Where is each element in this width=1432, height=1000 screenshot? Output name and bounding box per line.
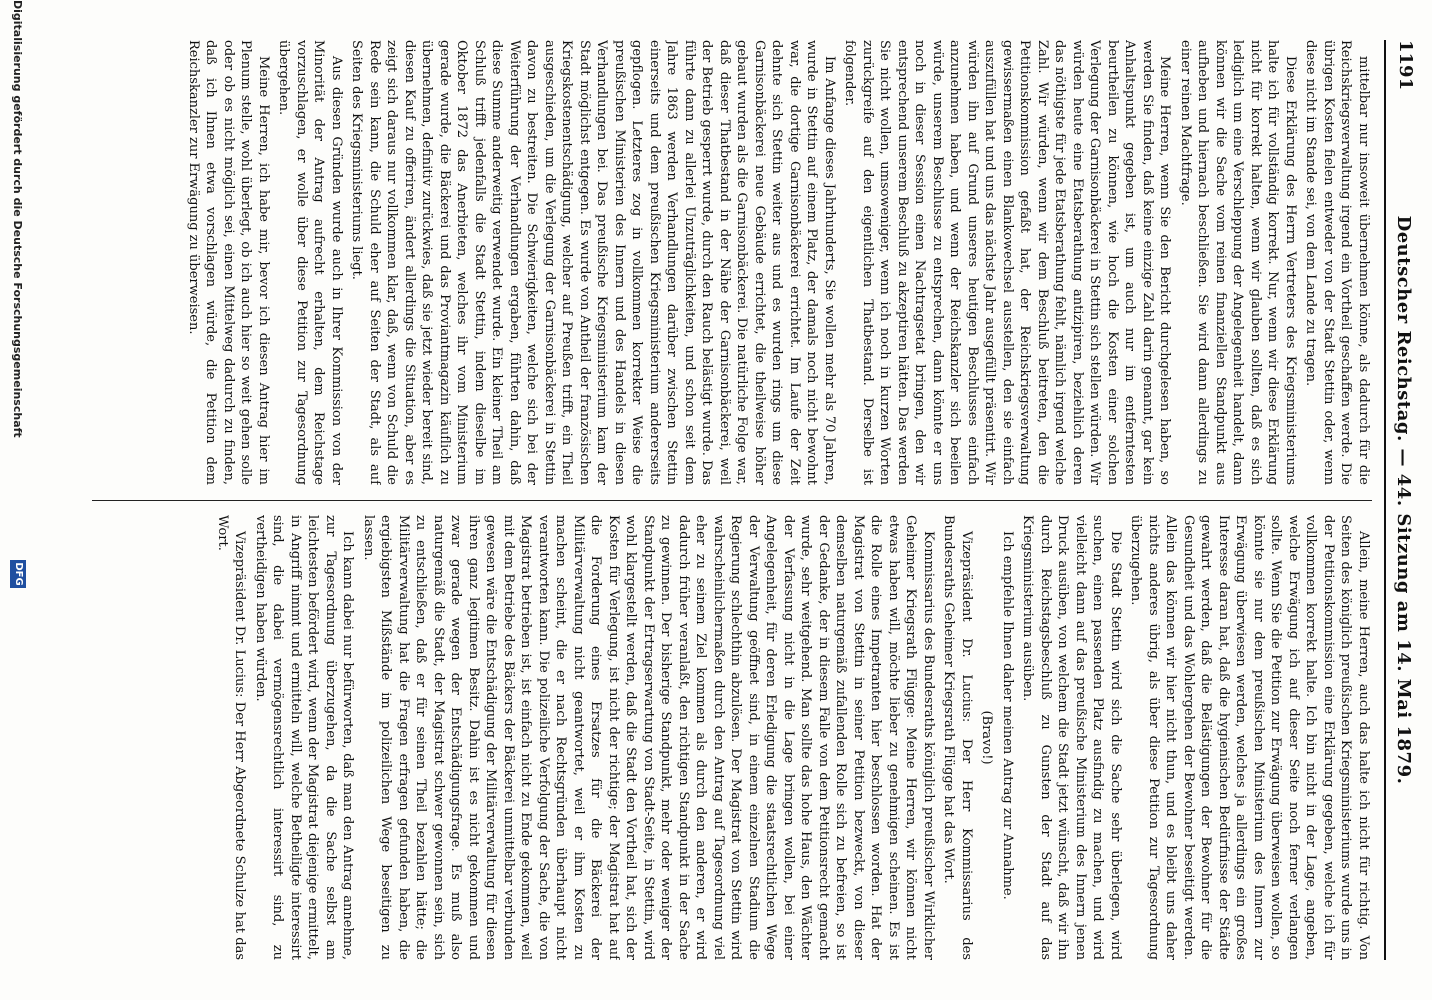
paragraph: Allein, meine Herren, auch das halte ich nicht für richtig. Von Seiten des königlich preußischen Kriegsministeriums wurde uns in der Petitionskommission eine Erklärung gegeben, welche ich für vollkommen korrekt halte. Ich bin nicht in der Lage, angeben, welche Erwägung ich auf dieser Seite noch ferner verlangen sollte. Wenn Sie die Petition zur Erwägung überweisen wollen, so könnte sie nur dem preußischen Ministerium des Innern zur Erwägung überwiesen werden, welches ja allerdings ein großes Interesse daran hat, daß die hygienischen Bedürfnisse der Städte gewahrt werden, daß die Belästigungen der Bewohner für die Gesundheit und das Wohlergehen der Bewohner beseitigt werden. Allein das können wir hier nicht thun, und es bleibt uns daher nichts anderes übrig, als über diese Petition zur Tagesordnung überzugehen. (1128, 515, 1371, 960)
right-column (92, 515, 1372, 960)
digitization-note: Digitalisierung gefördert durch die Deutsche Forschungsgemeinschaft (11, 0, 24, 438)
text-columns (92, 40, 1372, 960)
paragraph: Meine Herren, ich habe mir, bevor ich diesen Antrag hier im Plenum stelle, wohl überlegt, ob ich auch hier so weit gehen solle oder ob es nicht möglich sei, einen Mittelweg dadurch zu finden, daß ich Ihnen etwa vorschlagen würde, die Petition dem Reichskanzler zur Erwägung zu überweisen. (186, 40, 271, 485)
dfg-logo: DFG (10, 560, 26, 588)
paragraph: Vizepräsident Dr. Lucius: Der Herr Kommissarius des Bundesraths Geheimer Kriegsrath Flügge hat das Wort. (941, 515, 974, 960)
paragraph: Diese Erklärung des Herrn Vertreters des Kriegsministeriums halte ich für vollständig korrekt. Nur, wenn wir diese Erklärung nicht für korrekt halten, wenn wir glauben sollten, daß es sich lediglich um eine Verschleppung der Angelegenheit handelt, dann können wir die Sache vom reinen finanziellen Standpunkt aus aufheben und hiernach beschließen. Sie wird dann allerdings zu einer reinen Machtfrage. (1178, 40, 1298, 485)
paragraph: (Bravo!) (979, 710, 995, 765)
paragraph: Vizepräsident Dr. Lucius: Der Herr Abgeordnete Schulze hat das Wort. (215, 515, 248, 960)
header-rule (1384, 40, 1386, 960)
page-number: 1191 (1395, 40, 1416, 91)
page-header (1384, 0, 1432, 1000)
paragraph: mittelbar nur insoweit übernehmen könne, als dadurch für die Reichskriegsverwaltung irgend ein Vortheil geschaffen werde. Die übrigen Kosten fielen entweder von der Stadt Stettin oder, wenn diese nicht im Stande sei, von dem Lande zu tragen. (1303, 40, 1371, 485)
paragraph: Ich empfehle Ihnen daher meinen Antrag zur Annahme. (1000, 531, 1015, 900)
column-divider (92, 500, 1372, 501)
left-column (92, 40, 1372, 485)
paragraph: Aus diesen Gründen wurde auch in Ihrer Kommission von der Minorität der Antrag aufrecht erhalten, dem Reichstage vorzuschlagen, er wolle über diese Petition zur Tagesordnung übergehen. (276, 40, 344, 485)
paragraph: Kommissarius des Bundesraths königlich preußischer Wirklicher Geheimer Kriegsrath Flügge: Meine Herren, wir können nicht etwas haben will, möchte lieber zu genehmigen scheinen. Es ist die Rolle eines Impetranten hier beschlossen worden. Hat der Magistrat von Stettin in seiner Petition bezweckt, von dieser demselben naturgemäß zufallenden Rolle sich zu befreien, so ist der Gedanke, der in diesem Falle von dem Petitionsrecht gemacht wurde, sehr weitgehend. Man sollte das hohe Haus, den Wächter der Verfassung nicht in die Lage bringen wollen, bei einer Angelegenheit, für deren Erledigung die staatsrechtlichen Wege der Verwaltung geöffnet sind, in einem einzelnen Stadium die Regierung schlechthin abzulösen. Der Magistrat von Stettin wird wahrscheinlichermaßen durch den Antrag auf Tagesordnung viel eher zu seinem Ziel kommen als durch den anderen, er wird dadurch früher veranlaßt, den richtigen Standpunkt in der Sache zu gewinnen. Der bisherige Standpunkt, mehr oder weniger der Standpunkt der Ertragserwartung von Stadt-Seite, in Stettin, wird wohl klargestellt werden, daß die Stadt den Vortheil hat, sich der Kosten für Verlegung, ist nicht der richtige; der Magistrat hat auf die Forderung eines Ersatzes für die Bäckerei der Militärverwaltung nicht geantwortet, weil er ihm Kosten zu machen scheint, die er nach Rechtsgründen überhaupt nicht verantworten kann. Die polizeiliche Verfolgung der Sache, die von Magistrat betrieben ist, ist einfach nicht zu Ende gekommen, weil mit dem Betriebe des Bäckers der Bäckerei unmittelbar verbunden gewesen wäre die Entschädigung der Militärverwaltung für diesen ihren ganz legitimen Besitz. Dahin ist es nicht gekommen und zwar gerade wegen der Entschädigungsfrage. Es muß also naturgemäß die Stadt, der Magistrat schwer gewonnen sein, sich zu entschließen, daß er für seinen Theil bezahlen hätte; die Militärverwaltung hat die Fragen erfragen gefunden haben, die ergiebigsten Mißstände im polizeilichen Wege beseitigen zu lassen. (361, 515, 936, 960)
paragraph: Im Anfange dieses Jahrhunderts, Sie wollen mehr als 70 Jahren, wurde in Stettin auf einem Platz, der damals noch nicht bewohnt war, die dortige Garnisonbäckerei errichtet. Im Laufe der Zeit dehnte sich Stettin weiter aus und es wurden rings um diese Garnisonbäckerei neue Gebäude errichtet, die theilweise höher gebaut wurden als die Garnisonbäckerei. Die natürliche Folge war, daß dieser Thatbestand in der Nähe der Garnisonbäckerei, weil der Betrieb gesperrt wurde, durch den Rauch belästigt wurde. Das führte dann zu allerlei Unzuträglichkeiten, und schon seit dem Jahre 1863 werden Verhandlungen darüber zwischen Stettin einerseits und dem preußischen Kriegsministerium andererseits gepflogen. Letzteres zog in vollkommen korrekter Weise die preußischen Ministerien des Innern und des Handels in diesen Verhandlungen bei. Das preußische Kriegsministerium kam der Stadt möglichst entgegen. Es wurde von Antheil der französischen Kriegskostenentschädigung, welcher auf Preußen trifft, ein Theil ausgeschieden, um die Verlegung der Garnisonbäckerei in Stettin davon zu bestreiten. Die Schwierigkeiten, welche sich bei der Weiterführung der Verhandlungen ergaben, führten dahin, daß diese Summe anderweitig verwendet wurde. Ein kleiner Theil am Schluß trifft jedenfalls die Stadt Stettin, indem dieselbe im Oktober 1872 das Anerbieten, welches ihr vom Ministerium gerade wurde, die Bäckerei und das Proviantmagazin käuflich zu übernehmen, definitiv zurückwies, daß sie jetzt wieder bereit sind, diesen Kauf zu offeriren, ändert allerdings die Situation, aber es zeigt sich daraus nur vollkommen klar, daß, wenn von Schuld die Rede sein kann, die Schuld eher auf Seiten der Stadt, als auf Seiten des Kriegsministeriums liegt. (349, 40, 837, 485)
paragraph: Die Stadt Stettin wird sich die Sache sehr überlegen, wird suchen, einen passenden Platz ausfindig zu machen, und wird vielleicht dann auf das preußische Ministerium des Innern jenen Druck ausüben, von welchem die Stadt jetzt wünscht, daß wir ihn durch Reichstagsbeschluß zu Gunsten der Stadt auf das Kriegsministerium ausüben. (1020, 515, 1123, 960)
running-head: Deutscher Reichstag. — 44. Sitzung am 14. Mai 1879. (1393, 215, 1414, 785)
digitization-footer (0, 0, 28, 1000)
paragraph: Meine Herren, wenn Sie den Bericht durchgelesen haben, so werden Sie finden, daß keine einzige Zahl darin genannt, gar kein Anhaltspunkt gegeben ist, um auch nur im entferntesten beurtheilen zu können, wie hoch die Kosten einer solchen Verlegung der Garnisonbäckerei in Stettin sich stellen würden. Wir würden heute eine Etatsberathung antizipiren, beziehlich deren das nöthigste für jede Etatsberathung fehlt, nämlich irgend welche Zahl. Wir würden, wenn wir dem Beschluß beitreten, den die Petitionskommission gefaßt hat, der Reichskriegsverwaltung gewissermaßen einen Blankowechsel ausstellen, den sie einfach auszufüllen hat und uns das nächste Jahr ausgefüllt präsentirt. Wir würden ihn auf Grund unseres heutigen Beschlusses einfach anzunehmen haben, und wenn der Reichskanzler sich beeilen würde, unserem Beschlusse zu entsprechen, dann könnte er uns noch in dieser Session einen Nachtragsetat bringen, den wir entsprechend unserem Beschluß zu akzeptiren hätten. Das werden Sie nicht wollen, umsoweniger, wenn ich noch in kurzen Worten zurückgreife auf den eigentlichen Thatbestand. Derselbe ist folgender. (842, 40, 1173, 485)
paragraph: Ich kann dabei nur befürworten, daß man den Antrag annehme, zur Tagesordnung überzugehen, da die Sache selbst am leichtesten befördert wird, wenn der Magistrat diejenige ermittelt, in Angriff nimmt und ermitteln will, welche Betheiligte interessirt sind, die dabei vermögensrechtlich interessirt sind, zu vertheidigen haben würden. (253, 515, 356, 960)
